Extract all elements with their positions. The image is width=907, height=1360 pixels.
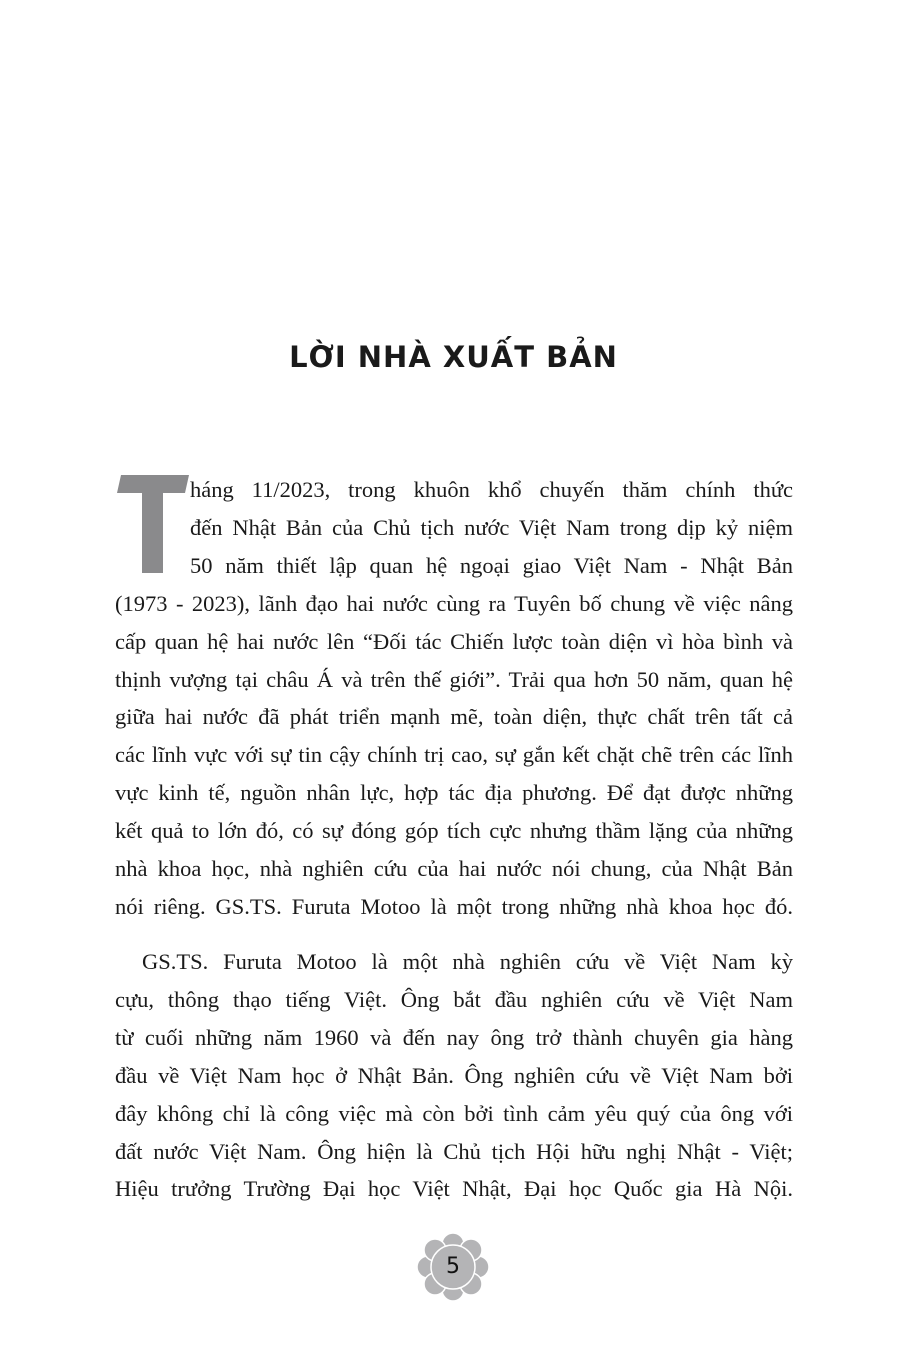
text-line: từ cuối những năm 1960 và đến nay ông trở thành chuyên gia hàng xyxy=(115,1024,793,1050)
text-line: thịnh vượng tại châu Á và trên thế giới”. Trải qua hơn 50 năm, quan hệ xyxy=(115,666,793,692)
text-line: cấp quan hệ hai nước lên “Đối tác Chiến lược toàn diện vì hòa bình và xyxy=(115,628,793,654)
text-line: kết quả to lớn đó, có sự đóng góp tích cực nhưng thầm lặng của những xyxy=(115,818,793,844)
text-line: đất nước Việt Nam. Ông hiện là Chủ tịch Hội hữu nghị Nhật - Việt; xyxy=(115,1138,793,1164)
text-line: 50 năm thiết lập quan hệ ngoại giao Việt Nam - Nhật Bản xyxy=(190,552,793,578)
text-line: đây không chỉ là công việc mà còn bởi tình cảm yêu quý của ông với xyxy=(115,1100,793,1126)
text-line: háng 11/2023, trong khuôn khổ chuyến thăm chính thức xyxy=(190,477,793,502)
text-line: đến Nhật Bản của Chủ tịch nước Việt Nam trong dịp kỷ niệm xyxy=(190,514,793,540)
text-line: Hiệu trưởng Trường Đại học Việt Nhật, Đại học Quốc gia Hà Nội. xyxy=(115,1176,793,1202)
page-number-badge xyxy=(414,1232,492,1302)
text-line: nhà khoa học, nhà nghiên cứu của hai nước nói chung, của Nhật Bản xyxy=(115,856,793,881)
text-line: giữa hai nước đã phát triển mạnh mẽ, toàn diện, thực chất trên tất cả xyxy=(115,704,793,730)
text-line: các lĩnh vực với sự tin cậy chính trị cao, sự gắn kết chặt chẽ trên các lĩnh xyxy=(115,742,793,768)
text-line: đầu về Việt Nam học ở Nhật Bản. Ông nghiên cứu về Việt Nam bởi xyxy=(115,1062,793,1088)
page-number: 5 xyxy=(446,1254,460,1279)
text-line: vực kinh tế, nguồn nhân lực, hợp tác địa phương. Để đạt được những xyxy=(115,780,793,806)
text-line: (1973 - 2023), lãnh đạo hai nước cùng ra Tuyên bố chung về việc nâng xyxy=(115,590,793,616)
drop-cap-letter xyxy=(117,475,189,573)
text-line: nói riêng. GS.TS. Furuta Motoo là một trong những nhà khoa học đó. xyxy=(115,893,793,919)
text-line: GS.TS. Furuta Motoo là một nhà nghiên cứu về Việt Nam kỳ xyxy=(142,949,793,974)
text-line: cựu, thông thạo tiếng Việt. Ông bắt đầu nghiên cứu về Việt Nam xyxy=(115,986,793,1012)
page-title: LỜI NHÀ XUẤT BẢN xyxy=(289,340,618,374)
